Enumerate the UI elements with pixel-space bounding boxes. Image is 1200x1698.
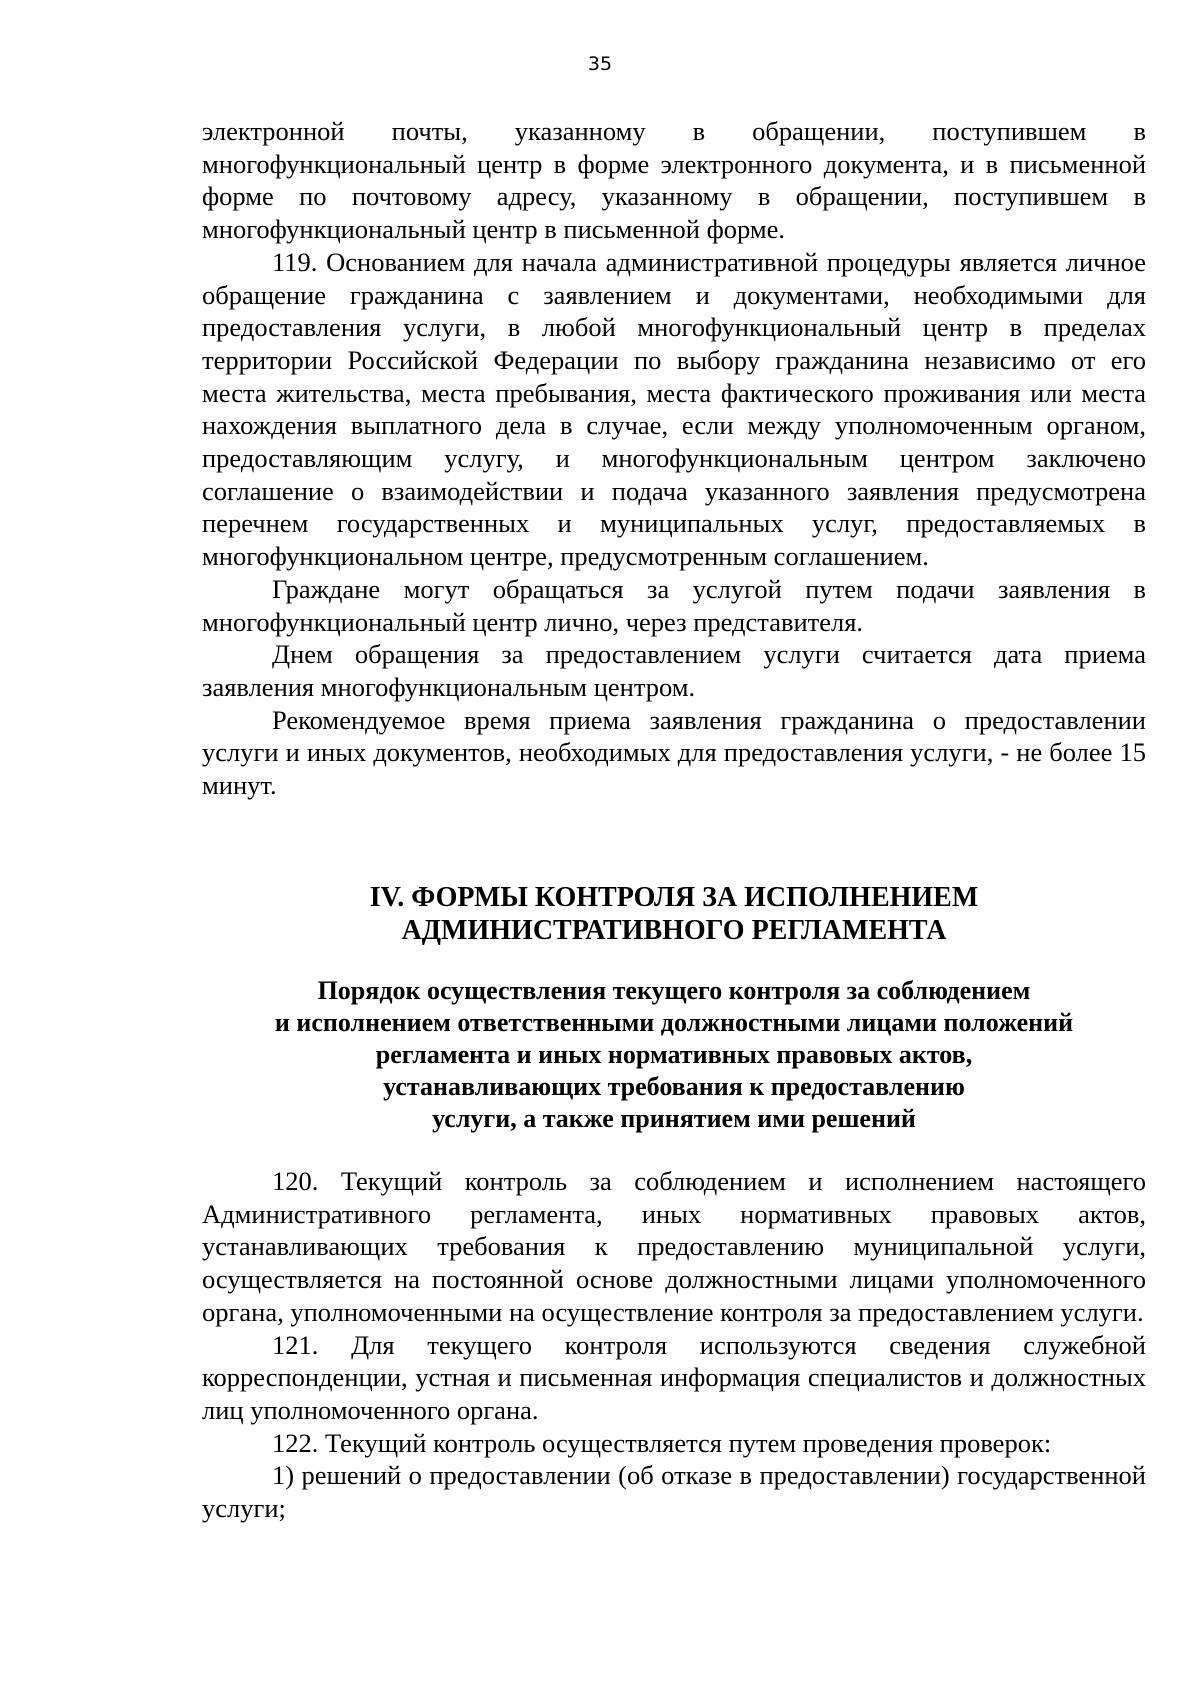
section-title-line: IV. ФОРМЫ КОНТРОЛЯ ЗА ИСПОЛНЕНИЕМ	[369, 882, 979, 913]
paragraph-122: 122. Текущий контроль осуществляется путем проведения проверок:	[272, 1427, 1052, 1458]
subsection-title-line: и исполнением ответственными должностными лицами положений	[274, 1008, 1074, 1037]
paragraph-recommended-time: Рекомендуемое время приема заявления гражданина о предоставлении услуги и иных документов, необходимых для предоставления услуги, - не более 15 минут.	[202, 704, 1146, 801]
body-text-upper	[202, 115, 1146, 802]
body-text-lower	[202, 1165, 1146, 1525]
subsection-title-line: устанавливающих требования к предоставлению	[383, 1072, 965, 1101]
subsection-title-line: Порядок осуществления текущего контроля за соблюдением	[317, 976, 1031, 1005]
section-title	[202, 881, 1146, 947]
paragraph-application-date: Днем обращения за предоставлением услуги считается дата приема заявления многофункциональным центром.	[202, 639, 1146, 702]
list-item-1: 1) решений о предоставлении (об отказе в предоставлении) государственной услуги;	[202, 1460, 1146, 1524]
subsection-title	[202, 975, 1146, 1135]
paragraph-119: 119. Основанием для начала административной процедуры является личное обращение гражданина с заявлением и документами, необходимыми для предоставления услуги, в любой многофункциональный центр в пределах территории Российской Федерации по выбору гражданина независимо от его места жительства, места пребывания, места фактического проживания или места нахождения выплатного дела в случае, если между уполномоченным органом, предоставляющим услугу, и многофункциональным центром заключено соглашение о взаимодействии и подача указанного заявления предусмотрена перечнем государственных и муниципальных услуг, предоставляемых в многофункциональном центре, предусмотренным соглашением.	[202, 246, 1146, 572]
paragraph-continuation: электронной почты, указанному в обращении, поступившем в многофункциональный центр в форме электронного документа, и в письменной форме по почтовому адресу, указанному в обращении, поступившем в многофункциональный центр в письменной форме.	[202, 116, 1146, 245]
section-title-line: АДМИНИСТРАТИВНОГО РЕГЛАМЕНТА	[401, 915, 947, 946]
paragraph-citizens-apply: Граждане могут обращаться за услугой путем подачи заявления в многофункциональный центр лично, через представителя.	[202, 573, 1146, 637]
subsection-title-line: регламента и иных нормативных правовых актов,	[375, 1040, 973, 1069]
subsection-title-line: услуги, а также принятием ими решений	[432, 1104, 916, 1133]
page-number: 35	[587, 53, 613, 75]
paragraph-120: 120. Текущий контроль за соблюдением и исполнением настоящего Административного регламента, иных нормативных правовых актов, устанавливающих требования к предоставлению муниципальной услуги, осуществляется на постоянной основе должностными лицами уполномоченного органа, уполномоченными на осуществление контроля за предоставлением услуги.	[202, 1166, 1146, 1327]
paragraph-121: 121. Для текущего контроля используются сведения служебной корреспонденции, устная и письменная информация специалистов и должностных лиц уполномоченного органа.	[202, 1329, 1146, 1425]
